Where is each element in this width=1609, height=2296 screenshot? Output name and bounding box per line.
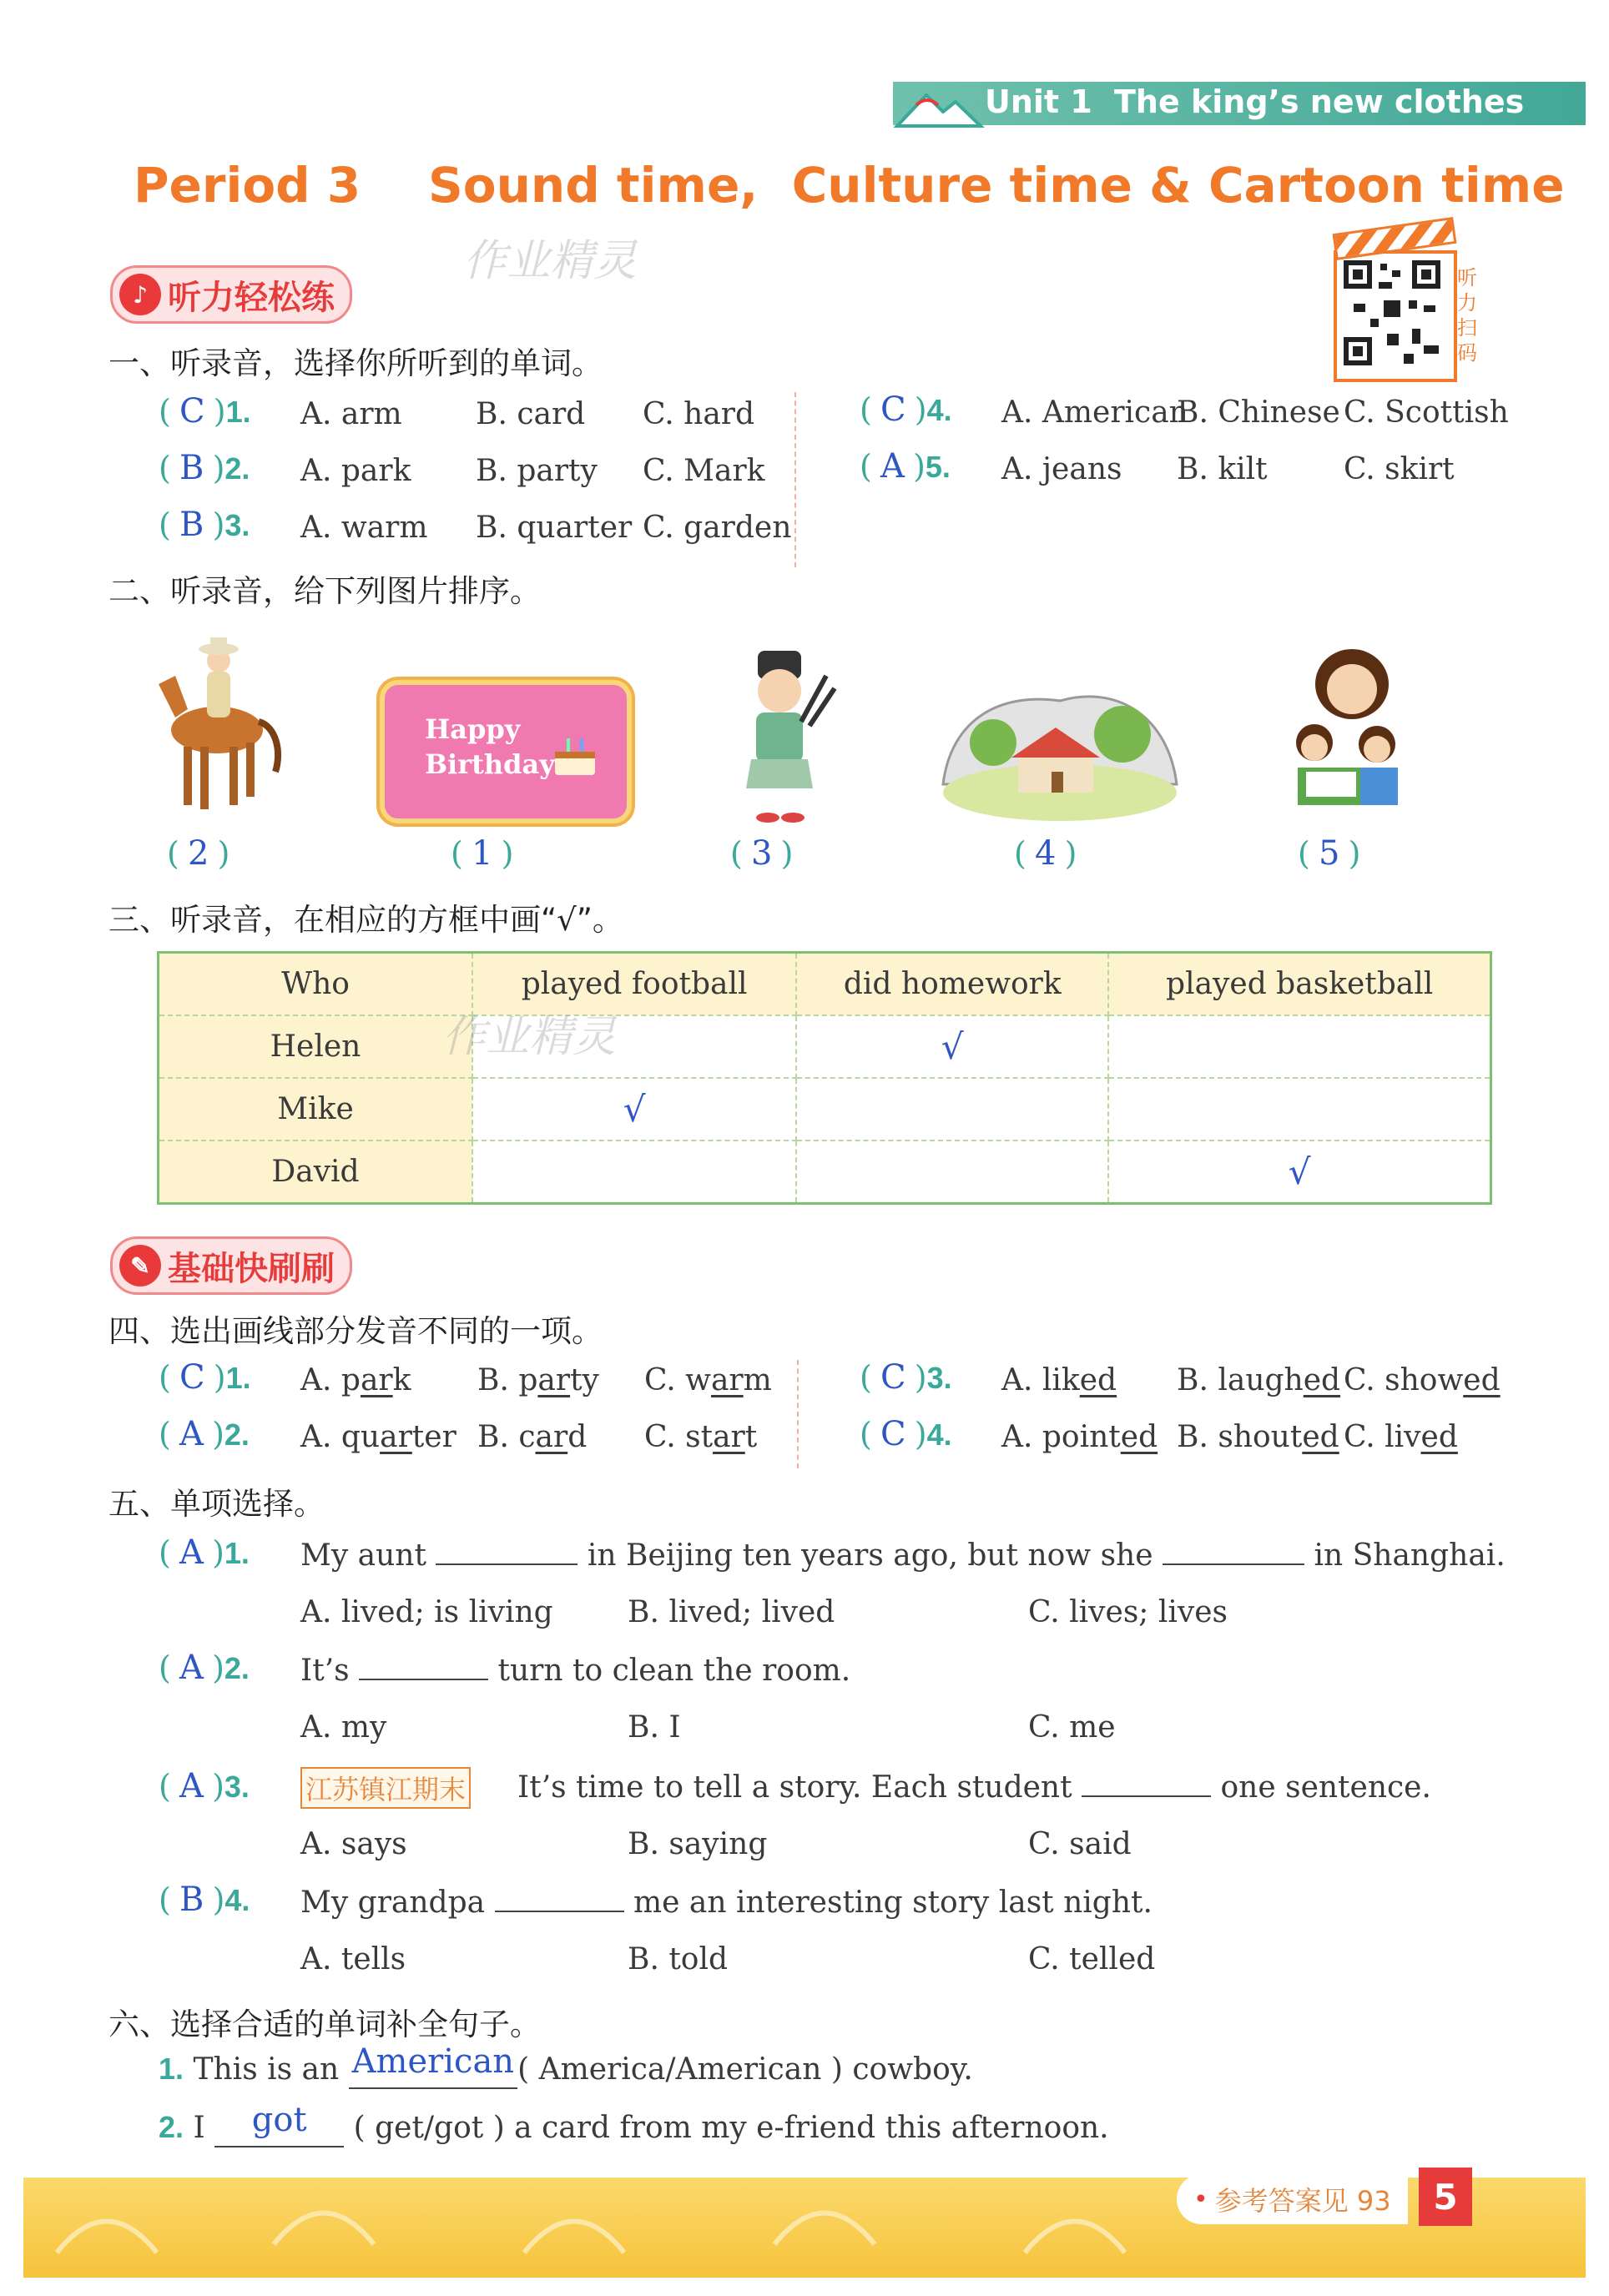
sec1-heading: 一、听录音，选择你所听到的单词。 xyxy=(108,345,603,381)
question-stem: My aunt in Beijing ten years ago, but now she in Shanghai. xyxy=(300,1538,1506,1573)
option-a: A. tells xyxy=(300,1942,406,1976)
question-stem: My grandpa me an interesting story last night. xyxy=(300,1886,1153,1920)
list-item: ( C )4. xyxy=(860,390,952,429)
list-item: ( B )4. xyxy=(159,1881,250,1919)
table-row xyxy=(159,1015,1490,1078)
option-b: B. kilt xyxy=(1177,452,1268,486)
option-a: A. park xyxy=(300,1363,411,1397)
option-c: C. Mark xyxy=(643,454,765,488)
divider xyxy=(797,1360,799,1468)
option-c: C. garden xyxy=(643,511,792,545)
check-mark[interactable] xyxy=(796,1078,1108,1140)
option-b: B. saying xyxy=(628,1827,768,1861)
option-a: A. quarter xyxy=(300,1420,456,1454)
check-mark[interactable]: √ xyxy=(1108,1140,1490,1202)
check-mark[interactable] xyxy=(1108,1015,1490,1078)
sec6-heading: 六、选择合适的单词补全句子。 xyxy=(108,2006,541,2042)
card-text-happy: Happy xyxy=(425,713,521,745)
option-c: C. said xyxy=(1028,1827,1132,1861)
check-mark[interactable] xyxy=(472,1140,796,1202)
answer-reference[interactable]: • 参考答案见 93 xyxy=(1177,2174,1408,2224)
qr-code-icon xyxy=(1334,250,1457,382)
page-title: Period 3 Sound time, Culture time & Cartoon time xyxy=(134,157,1565,214)
order-answer-3: ( 3 ) xyxy=(730,834,794,873)
check-mark[interactable] xyxy=(796,1140,1108,1202)
country-house-picture xyxy=(935,667,1185,829)
option-c: C. warm xyxy=(644,1363,772,1397)
option-a: A. American xyxy=(1001,395,1188,430)
option-a: A. arm xyxy=(300,397,402,431)
scottish-piper-picture xyxy=(718,642,843,829)
table-row xyxy=(159,1140,1490,1202)
option-c: C. me xyxy=(1028,1710,1116,1745)
option-b: B. told xyxy=(628,1942,729,1976)
listening-section-badge: ♪ 听力轻松练 xyxy=(110,265,352,324)
fill-sentence: 1. This is an American ( America/American ) cowboy. xyxy=(159,2049,973,2089)
list-item: ( C )3. xyxy=(860,1358,952,1397)
source-tag: 江苏镇江期末 xyxy=(300,1767,471,1809)
option-b: B. party xyxy=(477,1363,599,1397)
option-b: B. lived; lived xyxy=(628,1595,835,1629)
order-answer-2: ( 1 ) xyxy=(451,834,514,873)
option-a: A. lived; is living xyxy=(300,1595,553,1629)
bullet-icon: • xyxy=(1193,2184,1208,2214)
question-stem: It’s time to tell a story. Each student one sentence. xyxy=(517,1770,1431,1805)
option-c: C. lives; lives xyxy=(1028,1595,1228,1629)
option-c: C. telled xyxy=(1028,1942,1156,1976)
option-b: B. party xyxy=(476,454,598,488)
brush-icon: ✎ xyxy=(119,1245,161,1286)
option-c: C. lived xyxy=(1344,1420,1458,1454)
cake-icon xyxy=(550,732,600,778)
option-b: B. quarter xyxy=(476,511,633,545)
list-item: ( C )1. xyxy=(159,1358,251,1397)
table-row xyxy=(159,1078,1490,1140)
fill-sentence: 2. I got ( get/got ) a card from my e-friend this afternoon. xyxy=(159,2107,1109,2147)
unit-label: Unit 1 xyxy=(985,83,1092,120)
option-a: A. my xyxy=(300,1710,387,1745)
option-a: A. warm xyxy=(300,511,428,545)
list-item: ( A )2. xyxy=(159,1649,250,1687)
sec5-heading: 五、单项选择。 xyxy=(108,1486,325,1522)
option-b: B. shouted xyxy=(1177,1420,1339,1454)
option-b: B. Chinese xyxy=(1177,395,1340,430)
table-header: played basketball xyxy=(1108,954,1490,1015)
check-mark[interactable] xyxy=(1108,1078,1490,1140)
filled-answer[interactable]: American xyxy=(351,2042,515,2081)
list-item: ( A )1. xyxy=(159,1533,250,1572)
list-item: ( B )2. xyxy=(159,449,250,487)
list-item: ( C )4. xyxy=(860,1415,952,1453)
mother-reading-picture xyxy=(1281,642,1415,821)
check-mark[interactable]: √ xyxy=(796,1015,1108,1078)
table-cell-name: Helen xyxy=(159,1015,472,1078)
option-b: B. card xyxy=(476,397,586,431)
mountain-logo-icon xyxy=(893,80,985,133)
watermark: 作业精灵 xyxy=(442,1012,617,1062)
order-answer-1: ( 2 ) xyxy=(167,834,230,873)
sec4-heading: 四、选出画线部分发音不同的一项。 xyxy=(108,1313,603,1349)
filled-answer[interactable]: got xyxy=(251,2101,307,2139)
card-text-birthday: Birthday xyxy=(425,748,555,780)
option-b: B. card xyxy=(477,1420,588,1454)
table-cell-name: David xyxy=(159,1140,472,1202)
birthday-card-picture xyxy=(380,680,632,823)
list-item: ( B )3. xyxy=(159,506,250,544)
option-a: A. jeans xyxy=(1001,452,1122,486)
option-b: B. I xyxy=(628,1710,681,1745)
table-cell-name: Mike xyxy=(159,1078,472,1140)
option-a: A. pointed xyxy=(1001,1420,1158,1454)
question-stem: It’s turn to clean the room. xyxy=(300,1654,851,1688)
cowboy-horse-picture xyxy=(150,626,284,829)
watermark: 作业精灵 xyxy=(463,236,638,286)
activity-table xyxy=(157,951,1492,1205)
option-c: C. start xyxy=(644,1420,758,1454)
check-mark[interactable]: √ xyxy=(472,1078,796,1140)
unit-title: The king’s new clothes xyxy=(1114,83,1525,120)
basic-section-badge: ✎ 基础快刷刷 xyxy=(110,1236,352,1295)
divider xyxy=(794,392,796,567)
table-header: played football xyxy=(472,954,796,1015)
option-c: C. showed xyxy=(1344,1363,1501,1397)
list-item: ( A )3. xyxy=(159,1767,250,1805)
option-c: C. skirt xyxy=(1344,452,1455,486)
option-a: A. says xyxy=(300,1827,407,1861)
list-item: ( A )5. xyxy=(860,447,951,486)
table-header: Who xyxy=(159,954,472,1015)
order-answer-4: ( 4 ) xyxy=(1014,834,1077,873)
option-c: C. Scottish xyxy=(1344,395,1509,430)
table-header: did homework xyxy=(796,954,1108,1015)
qr-caption: 听力扫码 xyxy=(1457,266,1477,365)
option-c: C. hard xyxy=(643,397,755,431)
option-a: A. park xyxy=(300,454,411,488)
order-answer-5: ( 5 ) xyxy=(1298,834,1361,873)
sec2-heading: 二、听录音，给下列图片排序。 xyxy=(108,573,541,609)
headphone-icon: ♪ xyxy=(119,274,161,315)
sec3-heading: 三、听录音，在相应的方框中画“√”。 xyxy=(108,902,623,938)
option-a: A. liked xyxy=(1001,1363,1117,1397)
page-number: 5 xyxy=(1419,2168,1472,2226)
list-item: ( A )2. xyxy=(159,1415,250,1453)
list-item: ( C )1. xyxy=(159,392,251,430)
option-b: B. laughed xyxy=(1177,1363,1341,1397)
